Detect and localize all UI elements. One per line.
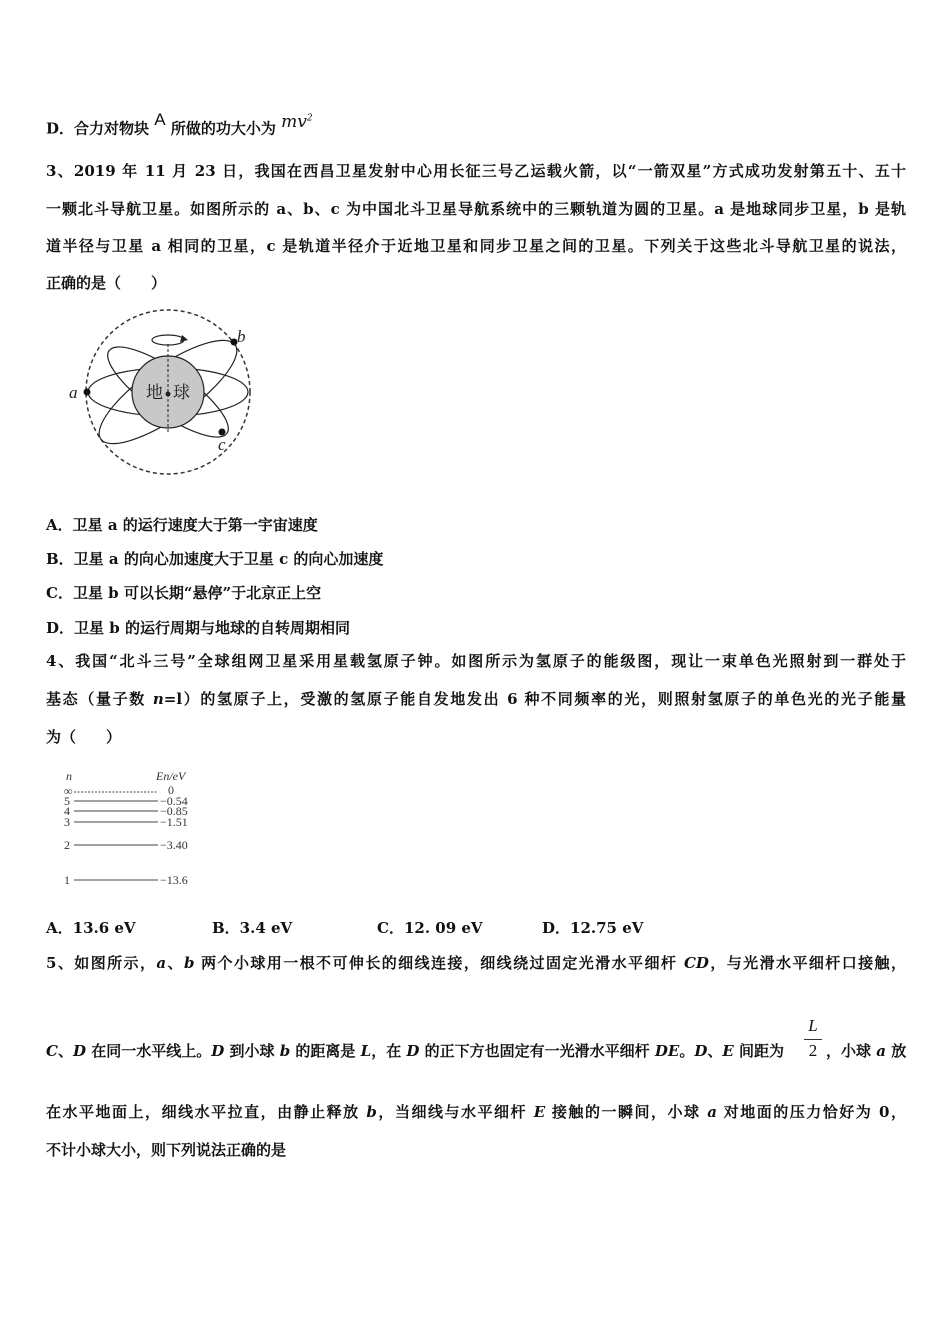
level-5-n: 5: [64, 794, 70, 808]
q4-option-b: B．3.4 eV: [212, 919, 293, 937]
level-1-n: 1: [64, 873, 70, 887]
q5-l1-p5: CD: [683, 954, 709, 972]
q2-option-d-var: A: [154, 109, 166, 129]
q5-l2-p8: L: [360, 1042, 372, 1060]
q2-option-d-formula: [281, 112, 312, 132]
level-4-e: −0.85: [160, 804, 188, 818]
q5-l1-p2: 、: [166, 954, 184, 972]
satellite-b-label: b: [237, 327, 246, 346]
q5-l2-p1: 、: [57, 1042, 73, 1060]
formula-mv: mv: [281, 111, 307, 132]
q5-l2-tail-b: 放: [885, 1042, 907, 1060]
q5-stem-line-2: [46, 1041, 784, 1061]
level-3-e: −1.51: [160, 815, 188, 829]
q5-l2-p15: 、: [707, 1042, 723, 1060]
q4-option-d: D．12.75 eV: [542, 919, 644, 937]
earth-label-2: 球: [173, 383, 190, 402]
q5-l3-p0: 在水平地面上，细线水平拉直，由静止释放: [46, 1103, 367, 1121]
q5-l2-p16: E: [722, 1042, 734, 1060]
satellite-orbit-figure: [62, 304, 262, 484]
satellite-a-label: a: [69, 383, 78, 402]
q5-l2-p9: ，在: [371, 1042, 407, 1060]
q5-l2-p12: DE: [654, 1042, 680, 1060]
q5-l2-p2: D: [72, 1042, 86, 1060]
q5-l2-p3: 在同一水平线上。: [85, 1042, 212, 1060]
q5-l1-p0: 5、如图所示，: [46, 954, 157, 972]
level-3-n: 3: [64, 815, 70, 829]
q3-option-c: C．卫星 b 可以长期“悬停”于北京正上空: [46, 584, 322, 602]
q3-option-b: B．卫星 a 的向心加速度大于卫星 c 的向心加速度: [46, 550, 384, 568]
rotation-arrowhead: [180, 335, 188, 342]
q5-l2-p14: D: [694, 1042, 708, 1060]
level-5-e: −0.54: [160, 794, 188, 808]
earth-center: [166, 392, 171, 397]
q5-l3-p2: ，当细线与水平细杆: [376, 1103, 534, 1121]
q3-stem-line-4: 正确的是（ ）: [46, 274, 167, 292]
q5-l3-p6: 对地面的压力恰好为 0，: [716, 1103, 906, 1121]
q5-l1-p3: b: [183, 954, 195, 972]
q5-l3-p5: a: [707, 1103, 717, 1121]
fraction-bar: [804, 1039, 822, 1040]
q5-l2-p7: 的距离是: [290, 1042, 361, 1060]
q5-l2-tail-var: a: [876, 1042, 886, 1060]
q4-line2-a: 基态（量子数: [46, 690, 153, 708]
q3-option-a: A．卫星 a 的运行速度大于第一宇宙速度: [46, 516, 318, 534]
q5-l3-p1: b: [366, 1103, 377, 1121]
col-e-label: En/eV: [156, 769, 186, 783]
earth-label-1: 地: [146, 383, 163, 402]
q5-l1-p4: 两个小球用一根不可伸长的细线连接，细线绕过固定光滑水平细杆: [194, 954, 684, 972]
q5-l2-p4: D: [211, 1042, 225, 1060]
q3-stem-line-2: 一颗北斗导航卫星。如图所示的 a、b、c 为中国北斗卫星导航系统中的三颗轨道为圆的卫星。a 是地球同步卫星，b 是轨: [46, 200, 906, 218]
q2-option-d-prefix: D．合力对物块: [46, 119, 150, 138]
q3-stem-line-1: 3、2019 年 11 月 23 日，我国在西昌卫星发射中心用长征三号乙运载火箭，以“一箭双星”方式成功发射第五十、五十: [46, 162, 906, 180]
q5-l2-p0: C: [46, 1042, 58, 1060]
fraction-denominator: 2: [808, 1041, 818, 1060]
q5-l2-p10: D: [406, 1042, 420, 1060]
rotation-arrow: [152, 335, 184, 345]
level-2-n: 2: [64, 838, 70, 852]
q4-stem-line-2: [46, 689, 906, 709]
q3-stem-line-3: 道半径与卫星 a 相同的卫星，c 是轨道半径介于近地卫星和同步卫星之间的卫星。下列关于这些北斗导航卫星的说法，: [46, 237, 906, 255]
q3-option-d: D．卫星 b 的运行周期与地球的自转周期相同: [46, 619, 350, 637]
q5-l3-p3: E: [533, 1103, 546, 1121]
satellite-c-label: c: [218, 435, 226, 454]
q5-l1-p6: ，与光滑水平细杆口接触，: [708, 954, 906, 972]
level-4-n: 4: [64, 804, 70, 818]
q2-option-d-middle: 所做的功大小为: [170, 119, 276, 138]
q4-stem-line-3: 为（ ）: [46, 728, 122, 746]
q5-l2-p11: 的正下方也固定有一光滑水平细杆: [419, 1042, 655, 1060]
q5-stem-line-2-tail: [826, 1041, 906, 1061]
level-2-e: −3.40: [160, 838, 188, 852]
level-inf-e: 0: [168, 783, 174, 797]
level-inf-n: ∞: [64, 784, 73, 798]
formula-exponent: 2: [306, 113, 313, 123]
q2-option-d: [46, 109, 313, 139]
satellite-a: [84, 389, 91, 396]
q5-l2-tail-a: ，小球: [826, 1042, 877, 1060]
q4-var-n: n: [152, 690, 164, 708]
q5-l1-p1: a: [156, 954, 167, 972]
q5-l3-p4: 接触的一瞬间，小球: [545, 1103, 708, 1121]
energy-level-diagram: [60, 768, 210, 893]
q4-option-c: C．12. 09 eV: [377, 919, 483, 937]
fraction-numerator: L: [808, 1016, 818, 1035]
q5-stem-line-3: [46, 1102, 906, 1122]
q5-stem-line-1: [46, 953, 906, 973]
q4-line2-b: =l）的氢原子上，受激的氢原子能自发地发出 6 种不同频率的光，则照射氢原子的单色光的光子能量: [163, 690, 906, 708]
col-n-label: n: [66, 769, 72, 783]
q5-l2-p6: b: [279, 1042, 291, 1060]
q4-option-a: A．13.6 eV: [46, 919, 136, 937]
q5-l2-p5: 到小球: [224, 1042, 280, 1060]
q4-stem-line-1: 4、我国“北斗三号”全球组网卫星采用星载氢原子钟。如图所示为氢原子的能级图，现让一束单色光照射到一群处于: [46, 652, 906, 670]
q5-l2-p13: 。: [679, 1042, 695, 1060]
level-1-e: −13.6: [160, 873, 188, 887]
q5-stem-line-4: 不计小球大小，则下列说法正确的是: [46, 1141, 287, 1159]
q5-l2-p17: 间距为: [733, 1042, 785, 1060]
